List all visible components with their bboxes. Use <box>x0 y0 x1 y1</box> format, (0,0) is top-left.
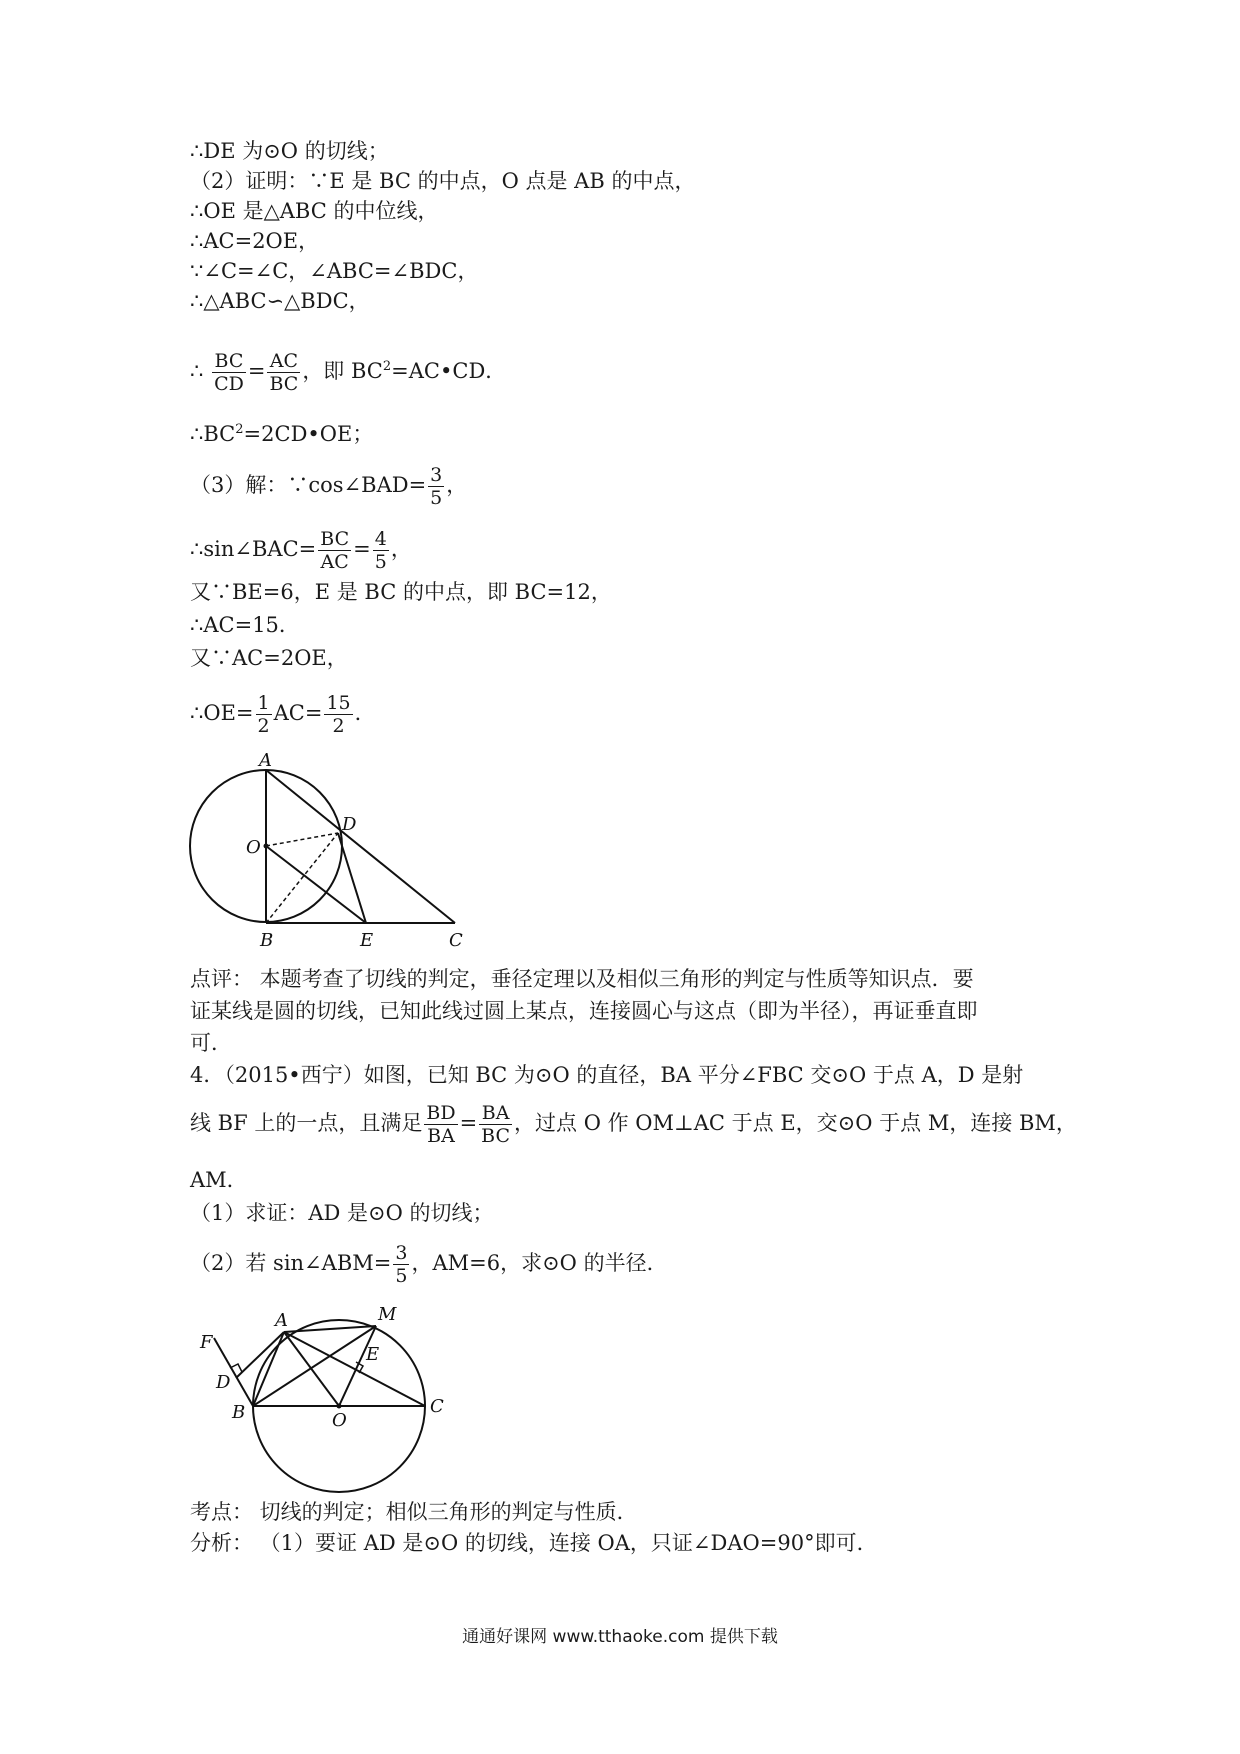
fig1-label: A <box>259 750 272 771</box>
problem4-line-2 <box>190 1102 1077 1147</box>
fraction-3-5 <box>393 1242 409 1287</box>
solution-line-1: ∴DE 为⊙O 的切线； <box>190 139 389 163</box>
fraction-denominator: BC <box>269 373 299 395</box>
equals-sign: = <box>353 537 371 561</box>
fig2-label: A <box>275 1310 288 1331</box>
text-segment: （3）解：∵cos∠BAD= <box>190 473 427 497</box>
center-point <box>337 1404 342 1409</box>
fig2-label: E <box>366 1344 380 1365</box>
solution-line-2: （2）证明：∵E 是 BC 的中点，O 点是 AB 的中点， <box>190 169 696 193</box>
line-am <box>284 1326 376 1332</box>
text-segment: =2CD•OE； <box>243 422 374 446</box>
review-line-3: 可． <box>190 1031 232 1055</box>
superscript: 2 <box>382 359 392 374</box>
fraction-denominator: 5 <box>395 1265 408 1287</box>
fraction-bc-cd <box>212 350 246 395</box>
fraction-15-2 <box>324 692 352 737</box>
fig2-label: M <box>378 1304 397 1325</box>
solution-line-13: 又∵AC=2OE， <box>190 646 348 670</box>
fig1-label: B <box>260 930 274 951</box>
line-ac <box>284 1332 425 1406</box>
solution-line-8 <box>190 415 373 449</box>
solution-line-10 <box>190 528 412 573</box>
fraction-numerator: 3 <box>395 1242 408 1264</box>
review-line-2: 证某线是圆的切线，已知此线过圆上某点，连接圆心与这点（即为半径），再证垂直即 <box>190 999 978 1023</box>
text-segment: （2）若 sin∠ABM= <box>190 1251 392 1275</box>
geometry-figure-1 <box>180 748 480 958</box>
text-segment: ∴sin∠BAC= <box>190 537 317 561</box>
fraction-denominator: CD <box>214 373 244 395</box>
line-ac <box>266 770 455 923</box>
fraction-denominator: 5 <box>430 487 443 509</box>
fraction-denominator: AC <box>320 551 349 573</box>
fraction-4-5 <box>373 528 389 573</box>
fraction-denominator: 2 <box>332 715 345 737</box>
fraction-3-5 <box>428 464 444 509</box>
fraction-1-2 <box>256 692 272 737</box>
solution-line-11: 又∵BE=6，E 是 BC 的中点，即 BC=12， <box>190 580 612 604</box>
solution-line-14 <box>190 692 376 737</box>
fig1-label: C <box>449 930 463 951</box>
problem4-line-3: AM． <box>190 1168 248 1192</box>
fig2-label: O <box>332 1410 347 1431</box>
line-bd-dashed <box>266 833 338 923</box>
equals-sign: = <box>459 1111 478 1135</box>
fraction-numerator: 4 <box>374 528 387 550</box>
text-segment: ， <box>390 537 412 561</box>
fraction-numerator: 1 <box>257 692 270 714</box>
fraction-numerator: BD <box>426 1102 456 1124</box>
text-segment: ∴BC <box>190 422 236 446</box>
line-od-dashed <box>266 833 338 846</box>
center-point <box>264 844 269 849</box>
fraction-denominator: 5 <box>374 551 387 573</box>
text-segment: 线 BF 上的一点，且满足 <box>190 1111 423 1135</box>
fraction-ba-bc <box>479 1102 512 1147</box>
line-oe <box>266 846 366 923</box>
text-segment: ． <box>354 701 376 725</box>
fraction-numerator: AC <box>267 350 300 373</box>
geometry-figure-2 <box>180 1296 480 1496</box>
fig2-label: B <box>232 1402 246 1423</box>
fraction-numerator: 3 <box>430 464 443 486</box>
fig2-label: C <box>430 1396 444 1417</box>
fig2-label: D <box>216 1372 231 1393</box>
solution-line-4: ∴AC=2OE， <box>190 229 320 253</box>
text-segment: ， <box>446 473 468 497</box>
solution-line-6: ∴△ABC∽△BDC， <box>190 289 370 313</box>
text-segment: ∴OE= <box>190 701 254 725</box>
review-line-1: 点评： 本题考查了切线的判定，垂径定理以及相似三角形的判定与性质等知识点．要 <box>190 967 974 991</box>
text-segment: ，过点 O 作 OM⊥AC 于点 E，交⊙O 于点 M，连接 BM， <box>514 1111 1077 1135</box>
problem4-question-2 <box>190 1242 668 1287</box>
superscript: 2 <box>235 422 244 437</box>
solution-line-12: ∴AC=15． <box>190 613 300 637</box>
solution-line-9 <box>190 464 467 509</box>
fig2-label: F <box>200 1332 213 1353</box>
problem4-line-1: 4．（2015•西宁）如图，已知 BC 为⊙O 的直径，BA 平分∠FBC 交⊙O 于点 A，D 是射 <box>190 1063 1024 1087</box>
text-segment: ，AM=6，求⊙O 的半径． <box>411 1251 668 1275</box>
fig1-label: E <box>360 930 374 951</box>
fraction-denominator: BC <box>481 1125 511 1147</box>
footer-credit: 通通好课网 www.tthaoke.com 提供下载 <box>462 1627 778 1647</box>
text-segment: =AC•CD． <box>391 359 507 383</box>
fraction-denominator: 2 <box>257 715 270 737</box>
line-ao <box>284 1332 339 1406</box>
kaodian-line: 考点： 切线的判定；相似三角形的判定与性质． <box>190 1500 638 1524</box>
text-segment: ，即 BC <box>302 359 383 383</box>
text-segment: AC= <box>273 701 323 725</box>
fenxi-line: 分析： （1）要证 AD 是⊙O 的切线，连接 OA，只证∠DAO=90°即可． <box>190 1531 878 1555</box>
equals-sign: = <box>247 359 266 383</box>
fraction-numerator: BA <box>479 1102 512 1125</box>
fraction-numerator: BC <box>212 350 246 373</box>
solution-line-5: ∵∠C=∠C，∠ABC=∠BDC， <box>190 259 479 283</box>
fraction-denominator: BA <box>427 1125 455 1147</box>
fraction-bc-ac <box>318 528 351 573</box>
fraction-bd-ba <box>424 1102 457 1147</box>
fraction-ac-bc <box>267 350 300 395</box>
fig1-label: D <box>342 814 357 835</box>
problem4-question-1: （1）求证：AD 是⊙O 的切线； <box>190 1201 494 1225</box>
solution-line-7 <box>190 350 506 395</box>
fraction-numerator: 15 <box>326 692 351 714</box>
fraction-numerator: BC <box>320 528 350 550</box>
therefore-symbol: ∴ <box>190 359 204 383</box>
fig1-label: O <box>246 837 261 858</box>
solution-line-3: ∴OE 是△ABC 的中位线， <box>190 199 439 223</box>
